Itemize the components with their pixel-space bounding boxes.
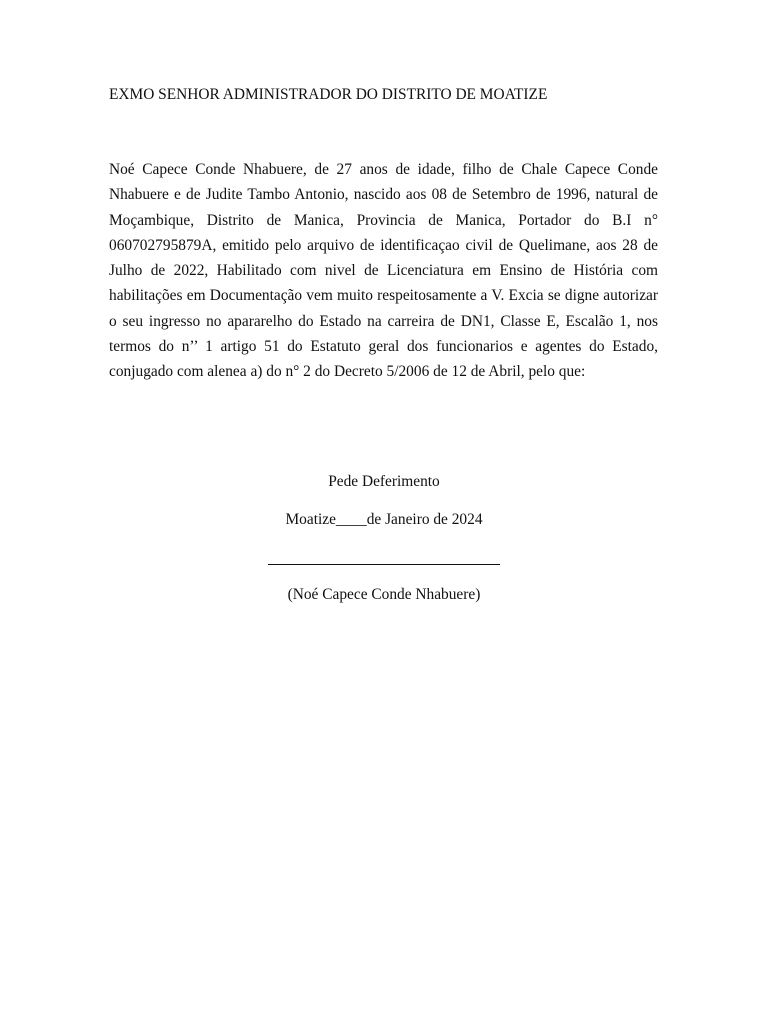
request-body-paragraph: Noé Capece Conde Nhabuere, de 27 anos de idade, filho de Chale Capece Conde Nhabuere e de Judite Tambo Antonio, nascido aos 08 de Setembro de 1996, natural de Moçambique, Distrito de Manica, Provincia de Manica, Portador do B.I n° 060702795879A, emitido pelo arquivo de identificaçao civil de Quelimane, aos 28 de Julho de 2022, Habilitado com nivel de Licenciatura em Ensino de História com habilitações em Documentação vem muito respeitosamente a V. Excia se digne autorizar o seu ingresso no apararelho do Estado na carreira de DN1, Classe E, Escalão 1, nos termos do n’’ 1 artigo 51 do Estatuto geral dos funcionarios e agentes do Estado, conjugado com alenea a) do n° 2 do Decreto 5/2006 de 12 de Abril, pelo que: xyxy=(109,161,658,381)
signature-line xyxy=(268,564,500,565)
place-date-line: Moatize____de Janeiro de 2024 xyxy=(285,511,483,528)
signer-name: (Noé Capece Conde Nhabuere) xyxy=(287,586,481,603)
closing-request: Pede Deferimento xyxy=(328,473,440,490)
addressee-heading: EXMO SENHOR ADMINISTRADOR DO DISTRITO DE MOATIZE xyxy=(109,86,548,103)
